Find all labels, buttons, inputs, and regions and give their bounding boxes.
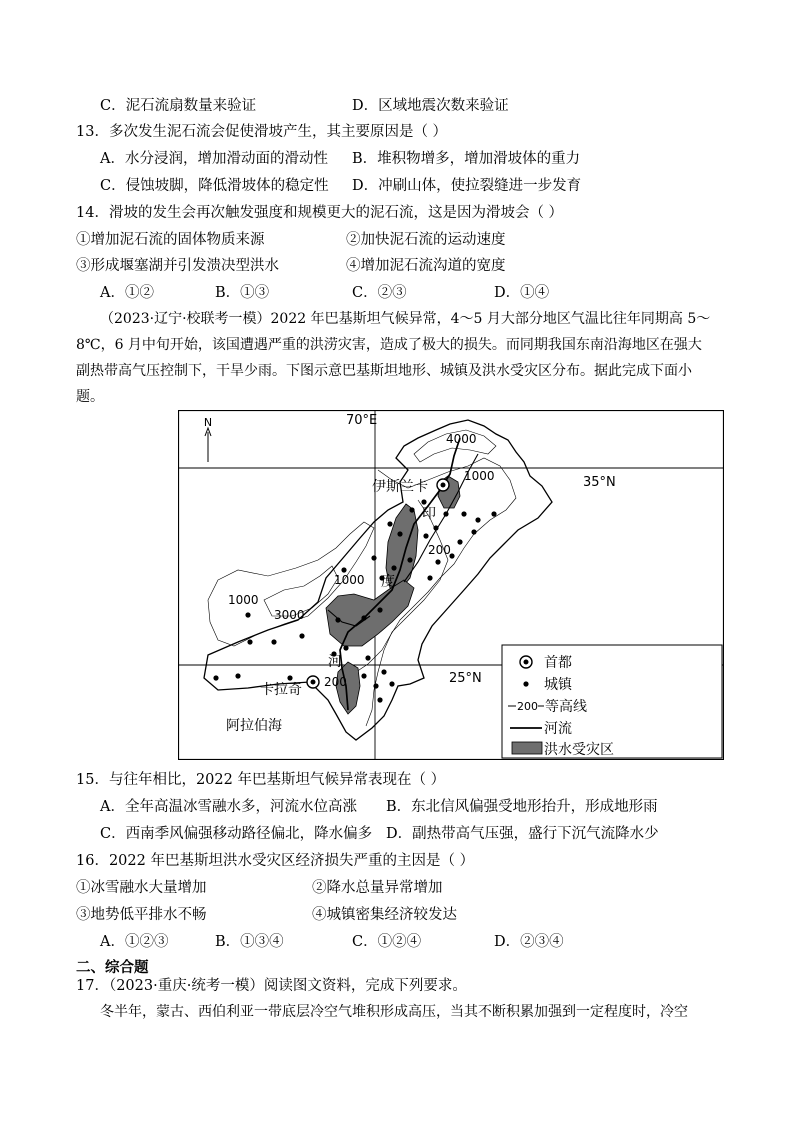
karachi-label: 卡拉奇 <box>260 682 302 698</box>
q12-option-c: C．泥石流扇数量来验证 <box>100 98 257 114</box>
q16-statement-3: ③地势低平排水不畅 <box>76 907 207 923</box>
legend-town-icon <box>523 681 528 686</box>
q16-statement-1: ①冰雪融水大量增加 <box>76 880 207 896</box>
q14-stem: 14．滑坡的发生会再次触发强度和规模更大的泥石流，这是因为滑坡会（ ） <box>76 205 564 221</box>
q13-option-a: A．水分浸润，增加滑动面的滑动性 <box>100 151 328 167</box>
q14-option-b: B．①③ <box>215 285 270 301</box>
legend-river-label: 河流 <box>544 721 572 737</box>
capital-marker-islamabad <box>437 479 449 491</box>
q14-statement-4: ④增加泥石流沟道的宽度 <box>346 258 506 274</box>
legend-contour-number: 200 <box>517 700 538 713</box>
q14-option-d: D．①④ <box>494 285 550 301</box>
lon-70-label: 70°E <box>346 413 378 428</box>
contour-label-3000: 3000 <box>274 608 305 622</box>
lat-35-label: 35°N <box>583 475 616 490</box>
q16-option-b: B．①③④ <box>215 934 284 950</box>
legend-flood-label: 洪水受灾区 <box>544 742 614 758</box>
contour-label-1000-c: 1000 <box>228 593 259 607</box>
river-label-he: 河 <box>328 654 342 670</box>
legend-capital-label: 首都 <box>544 655 572 671</box>
q12-option-d: D．区域地震次数来验证 <box>352 98 509 114</box>
intro-line-2: 8℃，6 月中旬开始，该国遭遇严重的洪涝灾害，造成了极大的损失。而同期我国东南沿海地区在强大 <box>76 337 702 353</box>
q13-option-d: D．冲刷山体，使拉裂缝进一步发育 <box>352 178 582 194</box>
contour-label-200-b: 200 <box>324 675 347 689</box>
q16-option-d: D．②③④ <box>494 934 564 950</box>
q15-stem: 15．与往年相比，2022 年巴基斯坦气候异常表现在（ ） <box>76 772 446 788</box>
intro-line-4: 题。 <box>76 389 104 405</box>
q14-statement-3: ③形成堰塞湖并引发溃决型洪水 <box>76 258 279 274</box>
q16-statement-4: ④城镇密集经济较发达 <box>312 907 457 923</box>
river-label-du: 度 <box>381 574 395 590</box>
q16-option-c: C．①②④ <box>352 934 422 950</box>
contour-label-4000: 4000 <box>446 432 477 446</box>
contour-label-1000-a: 1000 <box>464 469 495 483</box>
q16-stem: 16．2022 年巴基斯坦洪水受灾区经济损失严重的主因是（ ） <box>76 853 475 869</box>
q15-option-b: B．东北信风偏强受地形抬升，形成地形雨 <box>386 799 658 815</box>
sea-label: 阿拉伯海 <box>226 718 282 734</box>
q17-stem: 17．（2023·重庆·统考一模）阅读图文资料，完成下列要求。 <box>76 978 467 994</box>
q15-option-a: A．全年高温冰雪融水多，河流水位高涨 <box>100 799 357 815</box>
north-label: N <box>203 416 213 429</box>
legend-contour-label: 等高线 <box>545 699 587 715</box>
q15-option-d: D．副热带高气压强，盛行下沉气流降水少 <box>386 826 659 842</box>
section-heading: 二、综合题 <box>76 959 149 976</box>
lat-25-label: 25°N <box>449 671 482 686</box>
intro-line-3: 副热带高气压控制下，干旱少雨。下图示意巴基斯坦地形、城镇及洪水受灾区分布。据此完成下面小 <box>76 363 692 379</box>
q13-option-c: C．侵蚀坡脚，降低滑坡体的稳定性 <box>100 178 329 194</box>
contour-label-200-a: 200 <box>428 543 451 557</box>
contour-label-1000-b: 1000 <box>334 573 365 587</box>
river-label-yin: 印 <box>422 506 436 522</box>
q14-option-a: A．①② <box>100 285 154 301</box>
q14-statement-2: ②加快泥石流的运动速度 <box>346 232 506 248</box>
legend-town-label: 城镇 <box>544 677 572 693</box>
q16-statement-2: ②降水总量异常增加 <box>312 880 443 896</box>
q15-option-c: C．西南季风偏强移动路径偏北，降水偏多 <box>100 826 373 842</box>
pakistan-map-figure <box>178 410 724 760</box>
q14-statement-1: ①增加泥石流的固体物质来源 <box>76 232 265 248</box>
q13-stem: 13．多次发生泥石流会促使滑坡产生，其主要原因是（ ） <box>76 124 448 140</box>
capital-label: 伊斯兰卡 <box>372 479 428 495</box>
q16-option-a: A．①②③ <box>100 934 169 950</box>
q17-text: 冬半年，蒙古、西伯利亚一带底层冷空气堆积形成高压，当其不断积累加强到一定程度时，冷空 <box>100 1004 688 1020</box>
intro-line-1: （2023·辽宁·校联考一模）2022 年巴基斯坦气候异常，4～5 月大部分地区气温比往年同期高 5～ <box>100 311 711 327</box>
q13-option-b: B．堆积物增多，增加滑坡体的重力 <box>352 151 581 167</box>
q14-option-c: C．②③ <box>352 285 407 301</box>
map-legend <box>502 645 722 758</box>
legend-flood-icon <box>512 742 542 754</box>
city-marker-karachi <box>307 676 319 688</box>
